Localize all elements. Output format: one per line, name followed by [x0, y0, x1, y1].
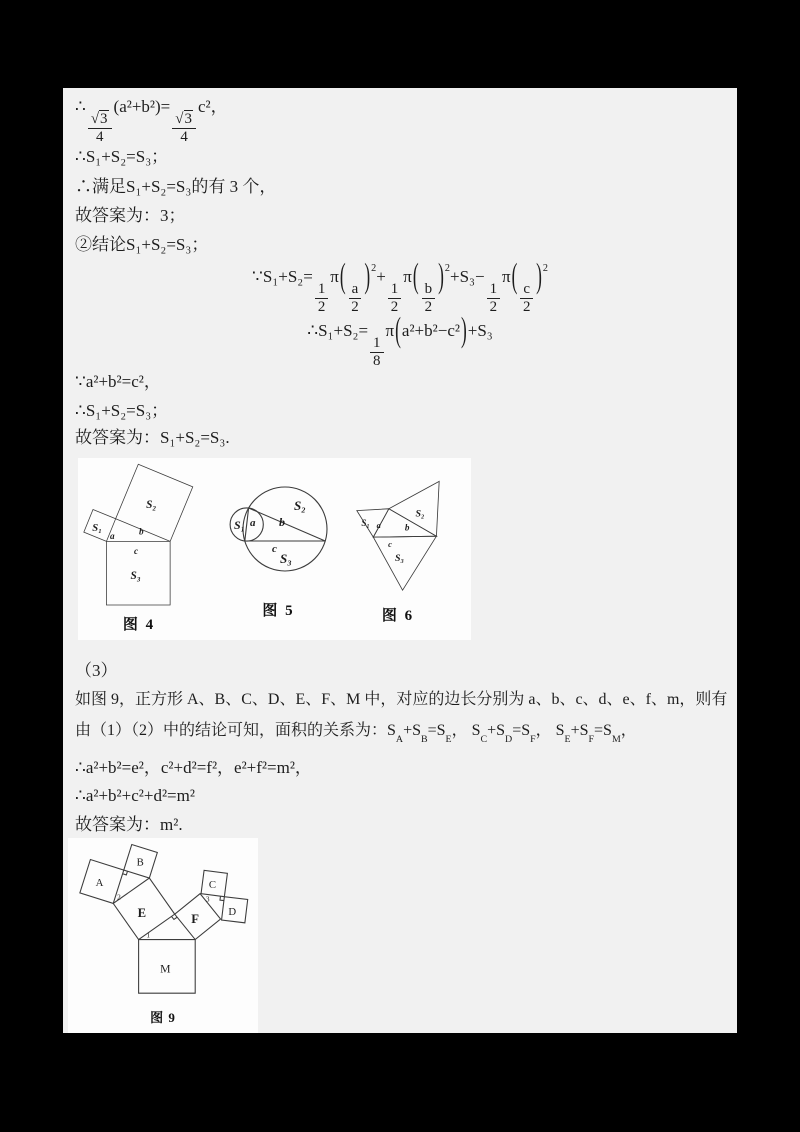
label-C: C — [208, 878, 217, 891]
label-b: b — [139, 526, 144, 537]
label-s1: S₁ — [361, 517, 370, 528]
figure-9 — [68, 838, 258, 1033]
text-line-12: （3） — [75, 661, 118, 680]
label-s1: S₁ — [234, 518, 245, 532]
figure-6 — [352, 474, 444, 625]
text-line-13: 如图 9，正方形 A、B、C、D、E、F、M 中，对应的边长分别为 a、b、c、d、e、f、m，则有 — [75, 691, 728, 708]
figure-4 — [78, 460, 200, 634]
figure-6-caption: 图 6 — [381, 608, 415, 624]
figure-4-drawing — [78, 460, 200, 610]
figure-5-caption: 图 5 — [262, 603, 295, 619]
text-line-17: 故答案为：m². — [75, 815, 183, 834]
figure-4-caption: 图 4 — [122, 617, 156, 633]
figure-5-drawing — [228, 485, 329, 575]
label-s2: S₂ — [146, 499, 157, 512]
label-c: c — [134, 546, 139, 557]
label-s3: S₃ — [130, 569, 141, 582]
text-line-10: 故答案为：S₁+S₂=S₃. — [75, 428, 230, 447]
figure-band — [78, 458, 471, 640]
math-line-7: ∴S₁+S₂= $\frac{1}{8}$ π(a²+b²−c²)+S₃ — [307, 311, 493, 370]
math-line-6: ∵S₁+S₂= $\frac{1}{2}$ π( $\frac{a}{2}$ )$^2$+ $\frac{1}{2}$ π( $\frac{b}{2}$ )$^2$+S₃− $\frac{1}{2}$ π( $\frac{c}{2}$ )$^2$ — [252, 257, 548, 316]
label-s3: S₃ — [394, 552, 404, 564]
label-a: a — [250, 517, 256, 529]
figure-9-caption: 图 9 — [150, 1010, 176, 1025]
inner-triangle — [245, 508, 325, 541]
text-line-4: 故答案为：3； — [75, 206, 186, 225]
figure-9-drawing — [70, 840, 256, 1001]
text-line-9: ∴S₁+S₂=S₃； — [75, 401, 169, 420]
figure-5 — [228, 485, 329, 620]
label-s2: S₂ — [294, 498, 306, 513]
label-c: c — [388, 540, 392, 550]
label-B: B — [136, 856, 144, 869]
math-line-1: ∴ $\frac{√3}{4}$ (a²+b²)= $\frac{√3}{4}$ c²， — [75, 97, 228, 146]
text-line-8: ∵a²+b²=c²， — [75, 372, 161, 391]
label-s1: S₁ — [92, 522, 102, 534]
triangle-s2 — [389, 481, 439, 536]
angle-label-1: 1 — [146, 930, 151, 940]
label-a: a — [376, 521, 381, 531]
label-a: a — [109, 531, 115, 542]
label-b: b — [279, 515, 285, 529]
label-D: D — [228, 906, 237, 919]
text-line-15: ∴a²+b²=e²，c²+d²=f²，e²+f²=m²， — [75, 758, 312, 777]
label-c: c — [272, 543, 277, 555]
label-E: E — [137, 906, 147, 921]
figure-6-drawing — [352, 474, 444, 596]
label-s2: S₂ — [415, 508, 425, 520]
math-line-14: 由（1）（2）中的结论可知，面积的关系为：$S_A+S_B=S_E$， $S_C+S_D=S_F$， $S_E+S_F=S_M$， — [75, 722, 637, 745]
angle-label-3: 3 — [205, 894, 210, 904]
text-line-16: ∴a²+b²+c²+d²=m² — [75, 786, 195, 805]
text-line-3: ∴满足S₁+S₂=S₃的有 3 个， — [75, 177, 277, 196]
label-s3: S₃ — [280, 551, 292, 566]
label-M: M — [160, 962, 171, 976]
angle-label-2: 2 — [117, 892, 121, 902]
label-F: F — [191, 911, 200, 926]
label-b: b — [404, 522, 410, 533]
text-line-5: ②结论S₁+S₂=S₃； — [75, 235, 209, 254]
triangle-s3 — [373, 536, 436, 590]
text-line-2: ∴S₁+S₂=S₃； — [75, 147, 169, 166]
document-page — [63, 88, 737, 1033]
label-A: A — [95, 876, 104, 889]
